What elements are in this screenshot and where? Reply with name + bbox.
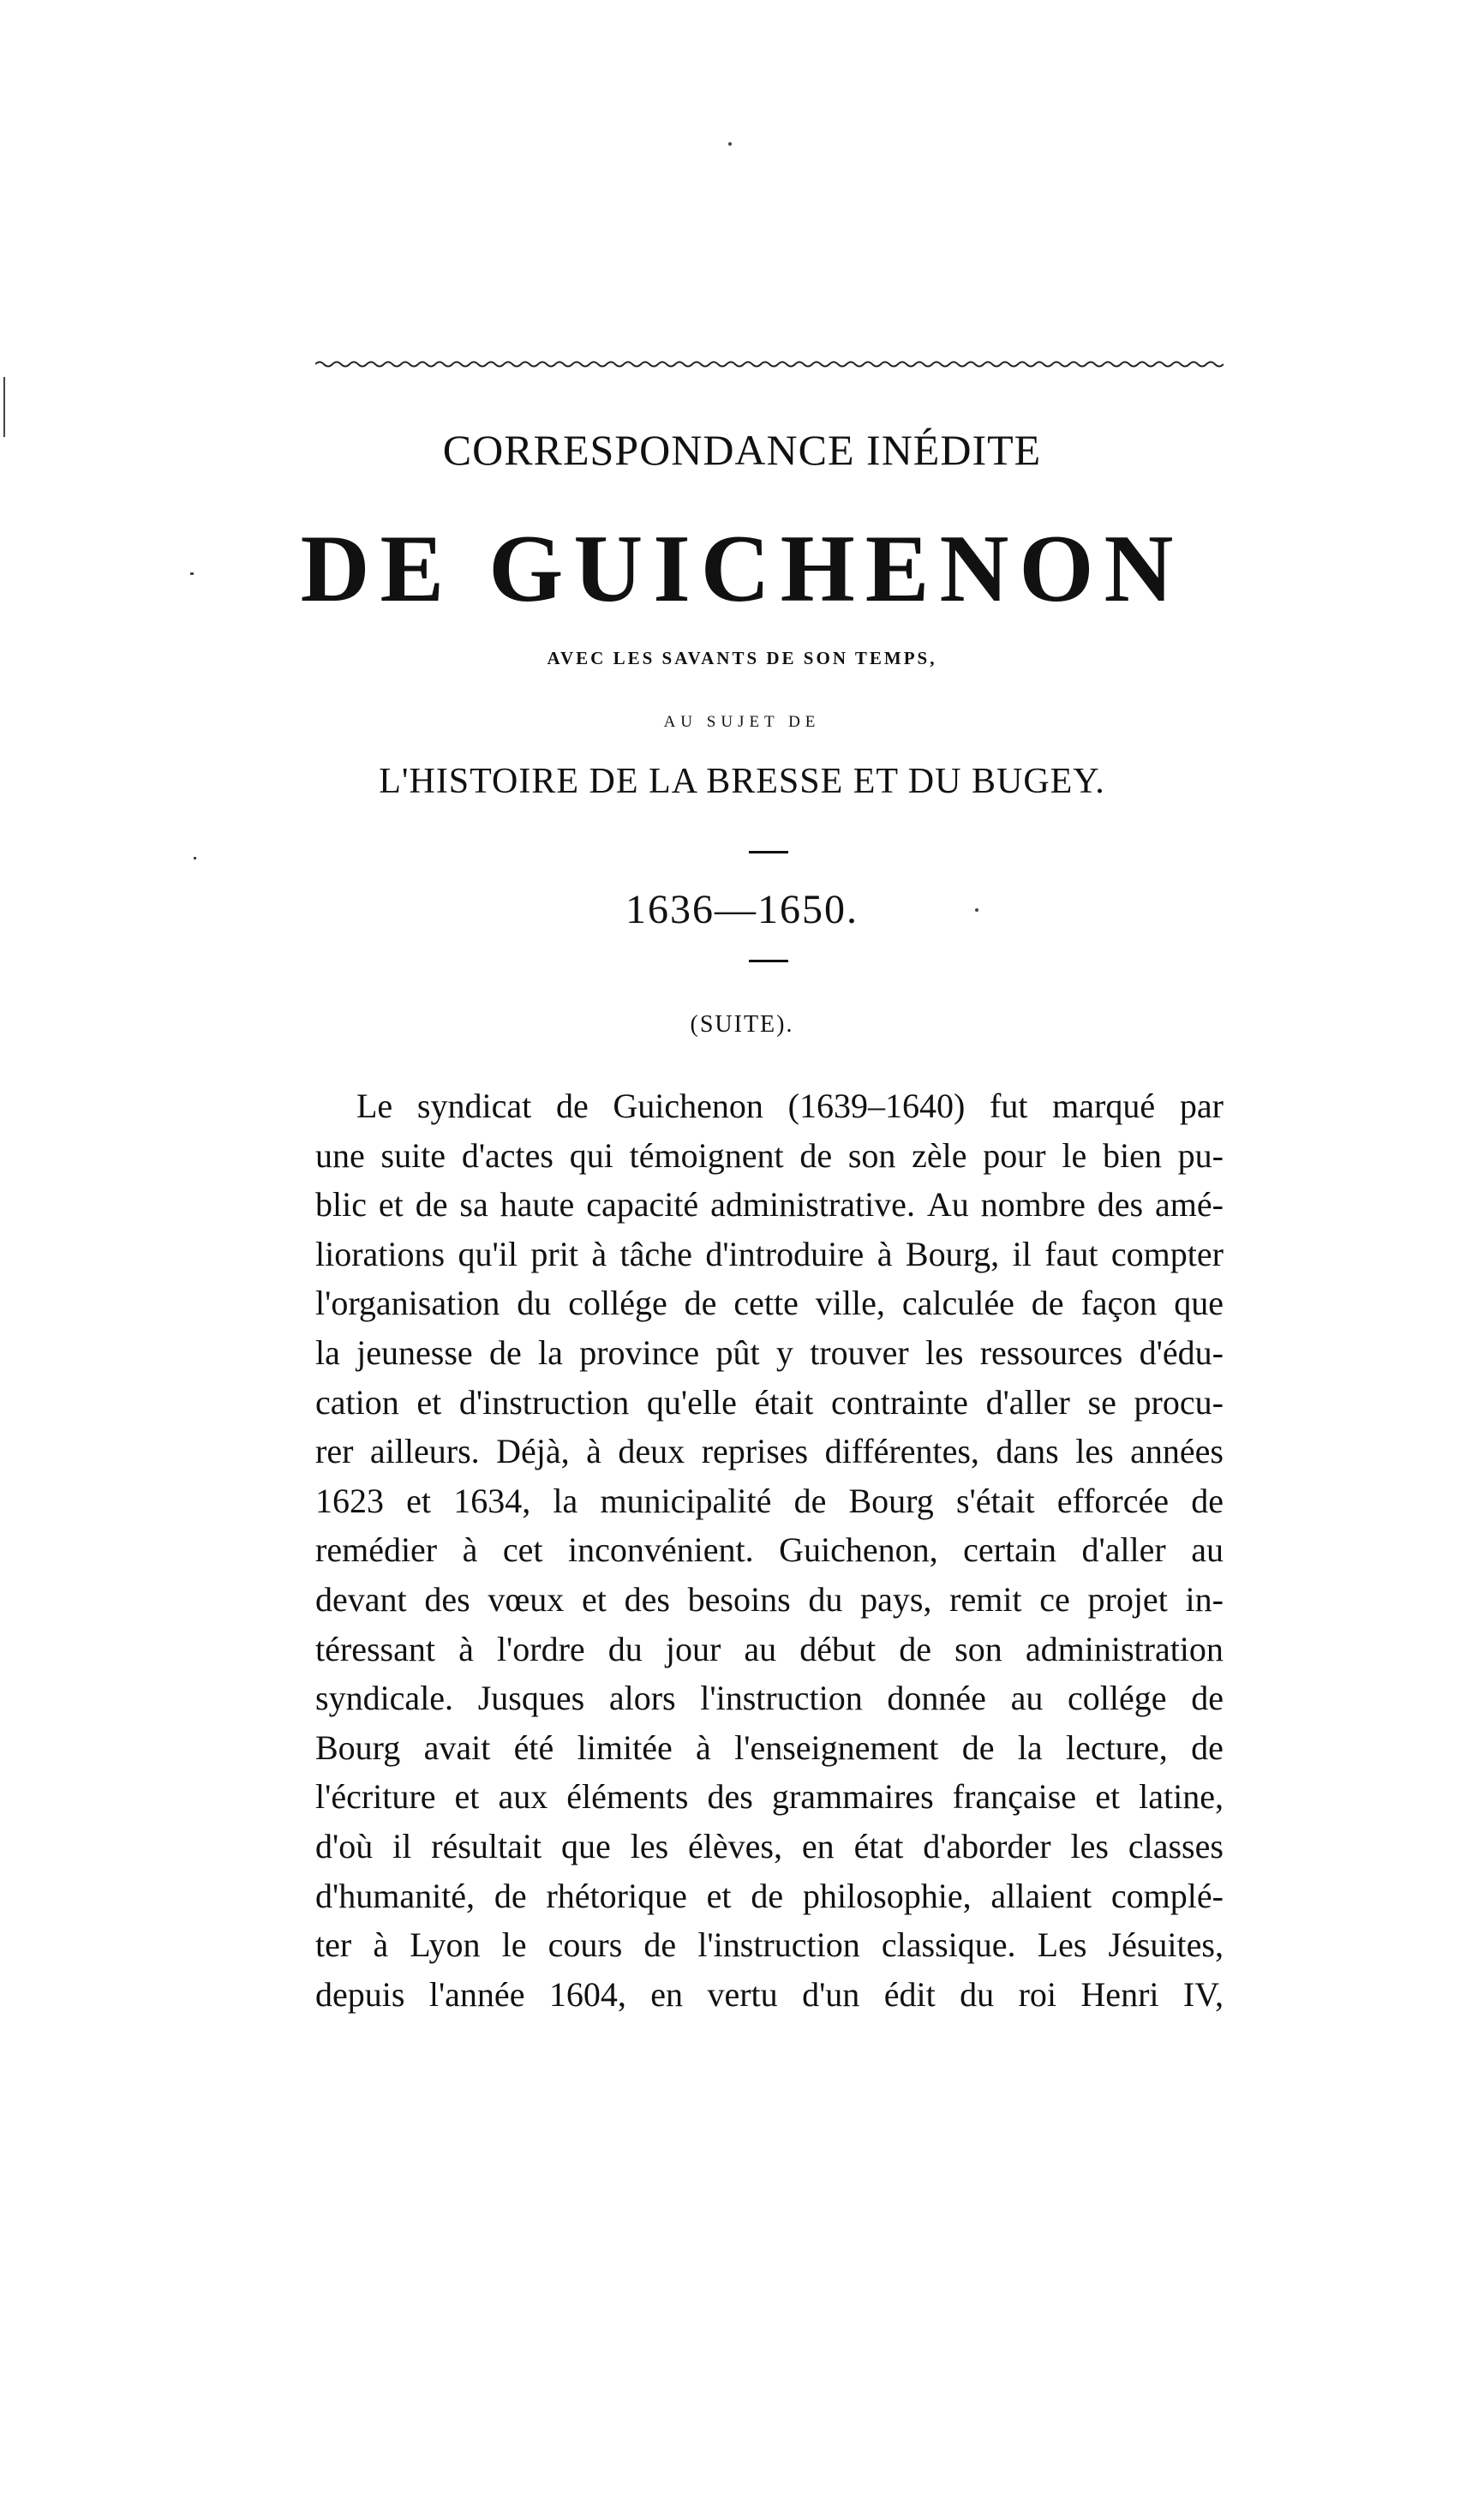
text-line: une suite d'actes qui témoignent de son zèle pour le bien pu- [315,1135,1224,1175]
suite-label: (SUITE). [690,1011,794,1038]
margin-mark [194,857,196,859]
text-line: 1623 et 1634, la municipalité de Bourg s'était efforcée de [315,1481,1224,1520]
text-line: l'écriture et aux éléments des grammaires française et latine, [315,1777,1224,1817]
margin-mark [190,572,194,575]
text-line: Bourg avait été limitée à l'enseignement de la lecture, de [315,1728,1224,1767]
margin-mark [3,377,5,437]
text-line: Le syndicat de Guichenon (1639–1640) fut marqué par [356,1087,1224,1125]
separator-dash [749,851,788,853]
text-line: cation et d'instruction qu'elle était contrainte d'aller se procu- [315,1382,1224,1422]
kicker-title: CORRESPONDANCE INÉDITE [442,426,1042,474]
text-line: rer ailleurs. Déjà, à deux reprises différentes, dans les années [315,1432,1224,1471]
margin-mark [728,142,732,146]
ornamental-rule [315,358,1224,370]
text-line: l'organisation du collége de cette ville, calculée de façon que [315,1284,1224,1323]
separator-dash [749,960,788,962]
text-line: la jeunesse de la province pût y trouver les ressources d'édu- [315,1332,1224,1372]
text-line: depuis l'année 1604, en vertu d'un édit du roi Henri IV, [315,1974,1224,2014]
text-line: d'humanité, de rhétorique et de philosophie, allaient complé- [315,1876,1224,1915]
body-paragraph [315,1081,1224,2019]
subtitle-line-2: AU SUJET DE [663,713,821,731]
date-range: 1636—1650. [625,887,859,932]
text-line: devant des vœux et des besoins du pays, remit ce projet in- [315,1579,1224,1619]
text-line: ter à Lyon le cours de l'instruction classique. Les Jésuites, [315,1925,1224,1965]
main-title: DE GUICHENON [300,516,1184,622]
subtitle-line-3: L'HISTOIRE DE LA BRESSE ET DU BUGEY. [379,762,1105,801]
text-line: blic et de sa haute capacité administrative. Au nombre des amé- [315,1185,1224,1225]
text-line: téressant à l'ordre du jour au début de son administration [315,1629,1224,1668]
text-line: liorations qu'il prit à tâche d'introduire à Bourg, il faut compter [315,1234,1224,1273]
subtitle-line-1: AVEC LES SAVANTS DE SON TEMPS, [547,648,937,668]
text-line: remédier à cet inconvénient. Guichenon, certain d'aller au [315,1530,1224,1570]
margin-mark [975,908,978,912]
text-line: d'où il résultait que les élèves, en état d'aborder les classes [315,1826,1224,1865]
text-line: syndicale. Jusques alors l'instruction donnée au collége de [315,1679,1224,1718]
